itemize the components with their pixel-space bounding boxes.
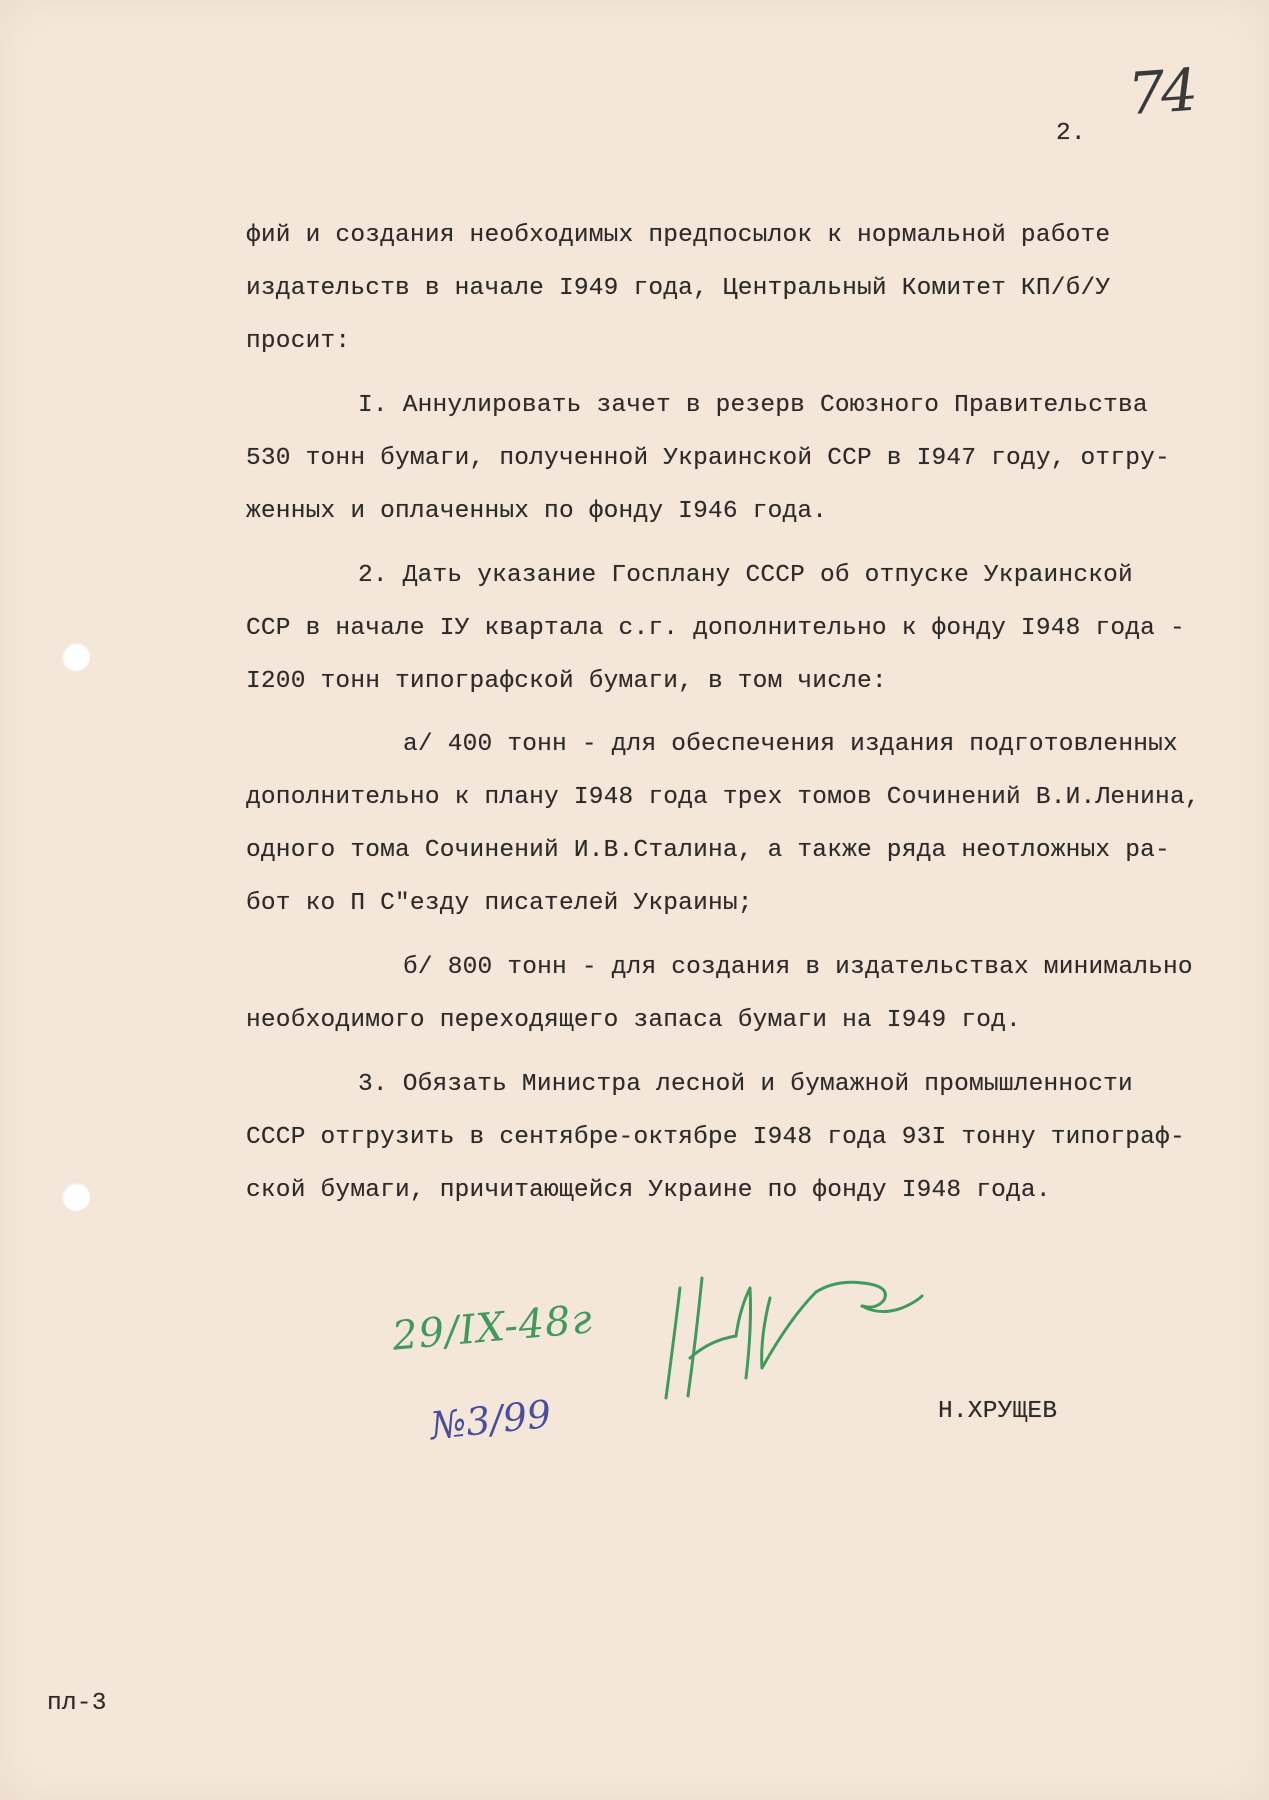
body-line: ской бумаги, причитающейся Украине по фонду I948 года. xyxy=(246,1177,1051,1204)
body-line: необходимого переходящего запаса бумаги на I949 год. xyxy=(246,1007,1021,1034)
body-line: ССР в начале IУ квартала с.г. дополнительно к фонду I948 года - xyxy=(246,615,1185,642)
body-line: женных и оплаченных по фонду I946 года. xyxy=(246,498,828,525)
body-line: издательств в начале I949 года, Центральный Комитет КП/б/У xyxy=(246,275,1111,302)
registration-number: №3/99 xyxy=(428,1391,554,1449)
body-line: бот ко П С"езду писателей Украины; xyxy=(246,890,753,917)
body-line: фий и создания необходимых предпосылок к нормальной работе xyxy=(246,222,1111,249)
body-line: а/ 400 тонн - для обеспечения издания подготовленных xyxy=(403,731,1178,758)
signature-mark xyxy=(640,1248,960,1408)
body-line: дополнительно к плану I948 года трех томов Сочинений В.И.Ленина, xyxy=(246,784,1200,811)
body-line: просит: xyxy=(246,328,351,355)
body-line: 2. Дать указание Госплану СССР об отпуске Украинской xyxy=(358,562,1133,589)
body-line: б/ 800 тонн - для создания в издательствах минимально xyxy=(403,954,1193,981)
punch-hole xyxy=(62,1183,90,1211)
body-line: 530 тонн бумаги, полученной Украинской ССР в I947 году, отгру- xyxy=(246,445,1170,472)
body-line: I. Аннулировать зачет в резерв Союзного Правительства xyxy=(358,392,1148,419)
body-line: I200 тонн типографской бумаги, в том числе: xyxy=(246,668,887,695)
signatory-name: Н.ХРУЩЕВ xyxy=(938,1398,1058,1425)
archive-page-number: 74 xyxy=(1125,55,1197,129)
body-line: одного тома Сочинений И.В.Сталина, а также ряда неотложных ра- xyxy=(246,837,1170,864)
body-line: 3. Обязать Министра лесной и бумажной промышленности xyxy=(358,1071,1133,1098)
body-line: СССР отгрузить в сентябре-октябре I948 года 93I тонну типограф- xyxy=(246,1124,1185,1151)
page-number: 2. xyxy=(1056,120,1086,147)
punch-hole xyxy=(62,643,90,671)
form-code: пл-3 xyxy=(47,1690,107,1717)
handwritten-date: 29/IX-48г xyxy=(390,1296,595,1360)
